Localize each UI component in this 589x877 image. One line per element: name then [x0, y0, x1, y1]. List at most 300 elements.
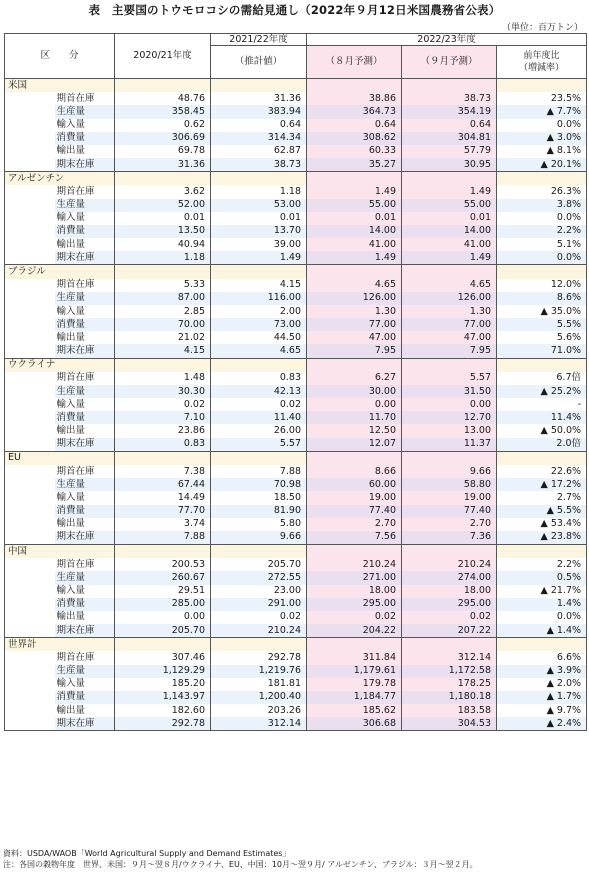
value-sep-forecast: 58.80: [402, 478, 497, 491]
source-note: 資料：USDA/WAOB「World Agricultural Supply and Demand Estimates」: [3, 849, 291, 858]
section-row: [5, 451, 587, 465]
value-2021-22: 383.94: [211, 105, 307, 118]
empty-cell: [402, 358, 497, 372]
value-sep-forecast: 0.01: [402, 212, 497, 225]
header-august-forecast: （８月予測）: [307, 46, 402, 79]
value-2020-21: 0.00: [115, 611, 211, 624]
value-sep-forecast: 9.66: [402, 465, 497, 478]
item-label: 期首在庫: [55, 279, 115, 292]
value-aug-forecast: 60.00: [307, 478, 402, 491]
value-aug-forecast: 311.84: [307, 651, 402, 664]
item-label: 輸出量: [55, 145, 115, 158]
item-label: 期末在庫: [55, 624, 115, 638]
empty-cell: [211, 358, 307, 372]
table-row: [5, 185, 587, 198]
value-2021-22: 7.88: [211, 465, 307, 478]
item-label: 生産量: [55, 571, 115, 584]
value-aug-forecast: 1,184.77: [307, 691, 402, 704]
empty-cell: [497, 358, 587, 372]
indent-cell: [5, 624, 55, 638]
value-sep-forecast: 13.00: [402, 424, 497, 437]
value-2020-21: 48.76: [115, 92, 211, 105]
value-sep-forecast: 41.00: [402, 238, 497, 251]
indent-cell: [5, 132, 55, 145]
table-row: [5, 478, 587, 491]
item-label: 期末在庫: [55, 531, 115, 545]
value-2021-22: 0.64: [211, 119, 307, 132]
empty-cell: [115, 172, 211, 186]
value-yoy-change: 23.5%: [497, 92, 587, 105]
value-sep-forecast: 304.53: [402, 717, 497, 731]
value-2020-21: 0.83: [115, 438, 211, 452]
empty-cell: [497, 265, 587, 279]
value-aug-forecast: 0.01: [307, 212, 402, 225]
empty-cell: [402, 172, 497, 186]
value-sep-forecast: 7.36: [402, 531, 497, 545]
value-yoy-change: 26.3%: [497, 185, 587, 198]
item-label: 期首在庫: [55, 185, 115, 198]
header-2022-23: 2022/23年度: [307, 34, 587, 46]
value-yoy-change: ▲ 2.0%: [497, 678, 587, 691]
table-row: [5, 465, 587, 478]
table-row: [5, 624, 587, 638]
value-aug-forecast: 14.00: [307, 225, 402, 238]
table-row: [5, 598, 587, 611]
item-label: 輸入量: [55, 491, 115, 504]
value-2020-21: 0.02: [115, 398, 211, 411]
value-2020-21: 185.20: [115, 678, 211, 691]
section-label: ウクライナ: [5, 358, 115, 372]
empty-cell: [211, 265, 307, 279]
item-label: 消費量: [55, 318, 115, 331]
indent-cell: [5, 651, 55, 664]
table-row: [5, 411, 587, 424]
value-2020-21: 87.00: [115, 292, 211, 305]
value-yoy-change: ▲ 3.0%: [497, 132, 587, 145]
value-2020-21: 7.10: [115, 411, 211, 424]
value-sep-forecast: 304.81: [402, 132, 497, 145]
value-sep-forecast: 1.30: [402, 305, 497, 318]
table-row: [5, 132, 587, 145]
value-yoy-change: 6.7倍: [497, 372, 587, 385]
indent-cell: [5, 438, 55, 452]
value-sep-forecast: 4.65: [402, 279, 497, 292]
table-row: [5, 92, 587, 105]
value-sep-forecast: 0.64: [402, 119, 497, 132]
value-2020-21: 205.70: [115, 624, 211, 638]
value-aug-forecast: 308.62: [307, 132, 402, 145]
value-2021-22: 0.02: [211, 611, 307, 624]
empty-cell: [497, 172, 587, 186]
empty-cell: [115, 79, 211, 93]
section-row: [5, 358, 587, 372]
value-2021-22: 38.73: [211, 158, 307, 172]
value-aug-forecast: 7.56: [307, 531, 402, 545]
value-sep-forecast: 77.40: [402, 505, 497, 518]
value-sep-forecast: 1.49: [402, 185, 497, 198]
value-sep-forecast: 312.14: [402, 651, 497, 664]
value-2021-22: 292.78: [211, 651, 307, 664]
item-label: 生産量: [55, 199, 115, 212]
empty-cell: [497, 545, 587, 559]
value-2021-22: 70.98: [211, 478, 307, 491]
value-aug-forecast: 11.70: [307, 411, 402, 424]
value-2020-21: 1.18: [115, 251, 211, 265]
value-aug-forecast: 1.49: [307, 185, 402, 198]
value-2021-22: 11.40: [211, 411, 307, 424]
indent-cell: [5, 465, 55, 478]
value-yoy-change: 0.5%: [497, 571, 587, 584]
table-row: [5, 438, 587, 452]
table-row: [5, 558, 587, 571]
value-yoy-change: ▲ 53.4%: [497, 518, 587, 531]
empty-cell: [402, 265, 497, 279]
item-label: 消費量: [55, 598, 115, 611]
indent-cell: [5, 398, 55, 411]
item-label: 期首在庫: [55, 372, 115, 385]
indent-cell: [5, 717, 55, 731]
value-2020-21: 69.78: [115, 145, 211, 158]
indent-cell: [5, 344, 55, 358]
empty-cell: [307, 451, 402, 465]
section-label: ブラジル: [5, 265, 115, 279]
item-label: 輸入量: [55, 678, 115, 691]
value-yoy-change: ▲ 35.0%: [497, 305, 587, 318]
value-yoy-change: ▲ 21.7%: [497, 585, 587, 598]
item-label: 期末在庫: [55, 438, 115, 452]
footnotes: [3, 848, 478, 870]
indent-cell: [5, 478, 55, 491]
empty-cell: [211, 172, 307, 186]
value-2020-21: 0.01: [115, 212, 211, 225]
value-2021-22: 203.26: [211, 704, 307, 717]
value-sep-forecast: 14.00: [402, 225, 497, 238]
indent-cell: [5, 531, 55, 545]
indent-cell: [5, 158, 55, 172]
item-label: 期末在庫: [55, 717, 115, 731]
value-yoy-change: 71.0%: [497, 344, 587, 358]
table-row: [5, 372, 587, 385]
value-sep-forecast: 178.25: [402, 678, 497, 691]
indent-cell: [5, 598, 55, 611]
value-aug-forecast: 295.00: [307, 598, 402, 611]
item-label: 輸出量: [55, 331, 115, 344]
value-yoy-change: 0.0%: [497, 119, 587, 132]
value-2021-22: 272.55: [211, 571, 307, 584]
table-row: [5, 305, 587, 318]
value-2021-22: 1.49: [211, 251, 307, 265]
value-yoy-change: ▲ 2.4%: [497, 717, 587, 731]
value-yoy-change: 0.0%: [497, 251, 587, 265]
header-estimate: （推計値）: [211, 46, 307, 79]
item-label: 期首在庫: [55, 651, 115, 664]
empty-cell: [497, 79, 587, 93]
item-label: 生産量: [55, 478, 115, 491]
empty-cell: [211, 545, 307, 559]
indent-cell: [5, 372, 55, 385]
empty-cell: [307, 358, 402, 372]
value-sep-forecast: 7.95: [402, 344, 497, 358]
item-label: 期首在庫: [55, 465, 115, 478]
value-aug-forecast: 38.86: [307, 92, 402, 105]
value-2020-21: 67.44: [115, 478, 211, 491]
value-2020-21: 30.30: [115, 385, 211, 398]
value-yoy-change: 0.0%: [497, 212, 587, 225]
value-aug-forecast: 12.07: [307, 438, 402, 452]
table-row: [5, 385, 587, 398]
table-row: [5, 665, 587, 678]
value-yoy-change: 8.6%: [497, 292, 587, 305]
value-2020-21: 29.51: [115, 585, 211, 598]
indent-cell: [5, 212, 55, 225]
value-2020-21: 31.36: [115, 158, 211, 172]
value-yoy-change: 5.1%: [497, 238, 587, 251]
value-sep-forecast: 55.00: [402, 199, 497, 212]
value-2020-21: 1,143.97: [115, 691, 211, 704]
header-category: 区 分: [5, 34, 115, 79]
value-aug-forecast: 41.00: [307, 238, 402, 251]
indent-cell: [5, 558, 55, 571]
value-aug-forecast: 30.00: [307, 385, 402, 398]
item-label: 輸出量: [55, 611, 115, 624]
empty-cell: [307, 79, 402, 93]
value-2021-22: 0.02: [211, 398, 307, 411]
item-label: 輸出量: [55, 238, 115, 251]
value-sep-forecast: 57.79: [402, 145, 497, 158]
item-label: 消費量: [55, 411, 115, 424]
empty-cell: [402, 545, 497, 559]
value-2020-21: 7.88: [115, 531, 211, 545]
value-sep-forecast: 126.00: [402, 292, 497, 305]
empty-cell: [115, 358, 211, 372]
value-sep-forecast: 5.57: [402, 372, 497, 385]
empty-cell: [307, 172, 402, 186]
value-sep-forecast: 295.00: [402, 598, 497, 611]
value-2021-22: 5.57: [211, 438, 307, 452]
indent-cell: [5, 424, 55, 437]
value-2021-22: 314.34: [211, 132, 307, 145]
value-2020-21: 260.67: [115, 571, 211, 584]
value-2021-22: 1,200.40: [211, 691, 307, 704]
empty-cell: [211, 79, 307, 93]
value-2020-21: 40.94: [115, 238, 211, 251]
value-2021-22: 9.66: [211, 531, 307, 545]
indent-cell: [5, 611, 55, 624]
value-2020-21: 13.50: [115, 225, 211, 238]
empty-cell: [497, 638, 587, 652]
table-row: [5, 611, 587, 624]
table-row: [5, 585, 587, 598]
item-label: 輸出量: [55, 424, 115, 437]
value-2020-21: 3.74: [115, 518, 211, 531]
value-sep-forecast: 2.70: [402, 518, 497, 531]
item-label: 輸出量: [55, 518, 115, 531]
table-row: [5, 571, 587, 584]
value-aug-forecast: 1.49: [307, 251, 402, 265]
indent-cell: [5, 199, 55, 212]
indent-cell: [5, 279, 55, 292]
table-row: [5, 158, 587, 172]
unit-label: （単位：百万トン）: [501, 23, 583, 33]
indent-cell: [5, 505, 55, 518]
empty-cell: [307, 545, 402, 559]
indent-cell: [5, 292, 55, 305]
value-sep-forecast: 210.24: [402, 558, 497, 571]
empty-cell: [402, 451, 497, 465]
header-yoy-change: [497, 46, 587, 79]
empty-cell: [402, 638, 497, 652]
value-yoy-change: 3.8%: [497, 199, 587, 212]
value-2021-22: 42.13: [211, 385, 307, 398]
value-2020-21: 77.70: [115, 505, 211, 518]
value-aug-forecast: 19.00: [307, 491, 402, 504]
value-aug-forecast: 12.50: [307, 424, 402, 437]
indent-cell: [5, 411, 55, 424]
value-sep-forecast: 1,180.18: [402, 691, 497, 704]
indent-cell: [5, 331, 55, 344]
section-row: [5, 638, 587, 652]
value-yoy-change: ▲ 25.2%: [497, 385, 587, 398]
value-yoy-change: 5.6%: [497, 331, 587, 344]
value-2021-22: 116.00: [211, 292, 307, 305]
section-row: [5, 79, 587, 93]
value-aug-forecast: 306.68: [307, 717, 402, 731]
indent-cell: [5, 145, 55, 158]
value-2021-22: 31.36: [211, 92, 307, 105]
table-title: 表 主要国のトウモロコシの需給見通し（2022年９月12日米国農務省公表）: [88, 3, 501, 17]
empty-cell: [115, 451, 211, 465]
value-yoy-change: 1.4%: [497, 598, 587, 611]
header-september-forecast: （９月予測）: [402, 46, 497, 79]
table-row: [5, 678, 587, 691]
item-label: 輸入量: [55, 305, 115, 318]
indent-cell: [5, 678, 55, 691]
empty-cell: [402, 79, 497, 93]
value-yoy-change: ▲ 1.7%: [497, 691, 587, 704]
item-label: 輸入量: [55, 212, 115, 225]
value-sep-forecast: 12.70: [402, 411, 497, 424]
value-sep-forecast: 18.00: [402, 585, 497, 598]
value-2020-21: 70.00: [115, 318, 211, 331]
item-label: 生産量: [55, 385, 115, 398]
indent-cell: [5, 105, 55, 118]
value-2021-22: 5.80: [211, 518, 307, 531]
value-sep-forecast: 207.22: [402, 624, 497, 638]
value-yoy-change: ▲ 17.2%: [497, 478, 587, 491]
value-2021-22: 0.01: [211, 212, 307, 225]
item-label: 期末在庫: [55, 251, 115, 265]
value-2020-21: 3.62: [115, 185, 211, 198]
value-sep-forecast: 274.00: [402, 571, 497, 584]
value-sep-forecast: 77.00: [402, 318, 497, 331]
table-row: [5, 691, 587, 704]
value-yoy-change: ▲ 5.5%: [497, 505, 587, 518]
table-row: [5, 491, 587, 504]
table-row: [5, 279, 587, 292]
value-2020-21: 7.38: [115, 465, 211, 478]
value-sep-forecast: 11.37: [402, 438, 497, 452]
value-sep-forecast: 1,172.58: [402, 665, 497, 678]
value-aug-forecast: 77.40: [307, 505, 402, 518]
value-sep-forecast: 31.50: [402, 385, 497, 398]
value-2020-21: 2.85: [115, 305, 211, 318]
table-row: [5, 331, 587, 344]
item-label: 期首在庫: [55, 92, 115, 105]
table-row: [5, 238, 587, 251]
indent-cell: [5, 691, 55, 704]
value-aug-forecast: 364.73: [307, 105, 402, 118]
value-yoy-change: ▲ 20.1%: [497, 158, 587, 172]
table-row: [5, 212, 587, 225]
table-row: [5, 424, 587, 437]
value-aug-forecast: 18.00: [307, 585, 402, 598]
value-yoy-change: ▲ 7.7%: [497, 105, 587, 118]
value-2020-21: 1.48: [115, 372, 211, 385]
value-aug-forecast: 1.30: [307, 305, 402, 318]
table-row: [5, 344, 587, 358]
value-sep-forecast: 354.19: [402, 105, 497, 118]
value-2020-21: 182.60: [115, 704, 211, 717]
table-row: [5, 704, 587, 717]
header-yoy-sub: （増減率）: [519, 63, 565, 73]
value-2020-21: 52.00: [115, 199, 211, 212]
value-aug-forecast: 8.66: [307, 465, 402, 478]
section-label: EU: [5, 451, 115, 465]
indent-cell: [5, 92, 55, 105]
value-yoy-change: 0.0%: [497, 611, 587, 624]
value-2021-22: 26.00: [211, 424, 307, 437]
value-aug-forecast: 6.27: [307, 372, 402, 385]
item-label: 消費量: [55, 225, 115, 238]
value-2020-21: 14.49: [115, 491, 211, 504]
value-2020-21: 307.46: [115, 651, 211, 664]
value-yoy-change: ▲ 3.9%: [497, 665, 587, 678]
value-2020-21: 5.33: [115, 279, 211, 292]
item-label: 消費量: [55, 691, 115, 704]
value-2020-21: 0.62: [115, 119, 211, 132]
table-row: [5, 292, 587, 305]
value-yoy-change: 2.2%: [497, 225, 587, 238]
table-body: [5, 79, 587, 731]
value-2020-21: 200.53: [115, 558, 211, 571]
table-row: [5, 145, 587, 158]
empty-cell: [497, 451, 587, 465]
value-2021-22: 4.65: [211, 344, 307, 358]
value-2021-22: 181.81: [211, 678, 307, 691]
value-aug-forecast: 1,179.61: [307, 665, 402, 678]
value-yoy-change: ▲ 23.8%: [497, 531, 587, 545]
section-label: 中国: [5, 545, 115, 559]
value-2021-22: 62.87: [211, 145, 307, 158]
value-2020-21: 285.00: [115, 598, 211, 611]
value-yoy-change: 22.6%: [497, 465, 587, 478]
table-row: [5, 531, 587, 545]
indent-cell: [5, 185, 55, 198]
value-aug-forecast: 35.27: [307, 158, 402, 172]
section-label: 米国: [5, 79, 115, 93]
item-label: 輸入量: [55, 585, 115, 598]
indent-cell: [5, 665, 55, 678]
table-row: [5, 505, 587, 518]
indent-cell: [5, 585, 55, 598]
fiscal-year-note: 注：各国の穀物年度 世界、米国：９月〜翌８月/ウクライナ、EU、中国：10月〜翌９月/ アルゼンチン、ブラジル：３月〜翌２月。: [3, 860, 478, 869]
table-row: [5, 105, 587, 118]
indent-cell: [5, 491, 55, 504]
value-aug-forecast: 0.00: [307, 398, 402, 411]
value-yoy-change: 2.7%: [497, 491, 587, 504]
value-2021-22: 2.00: [211, 305, 307, 318]
value-aug-forecast: 2.70: [307, 518, 402, 531]
